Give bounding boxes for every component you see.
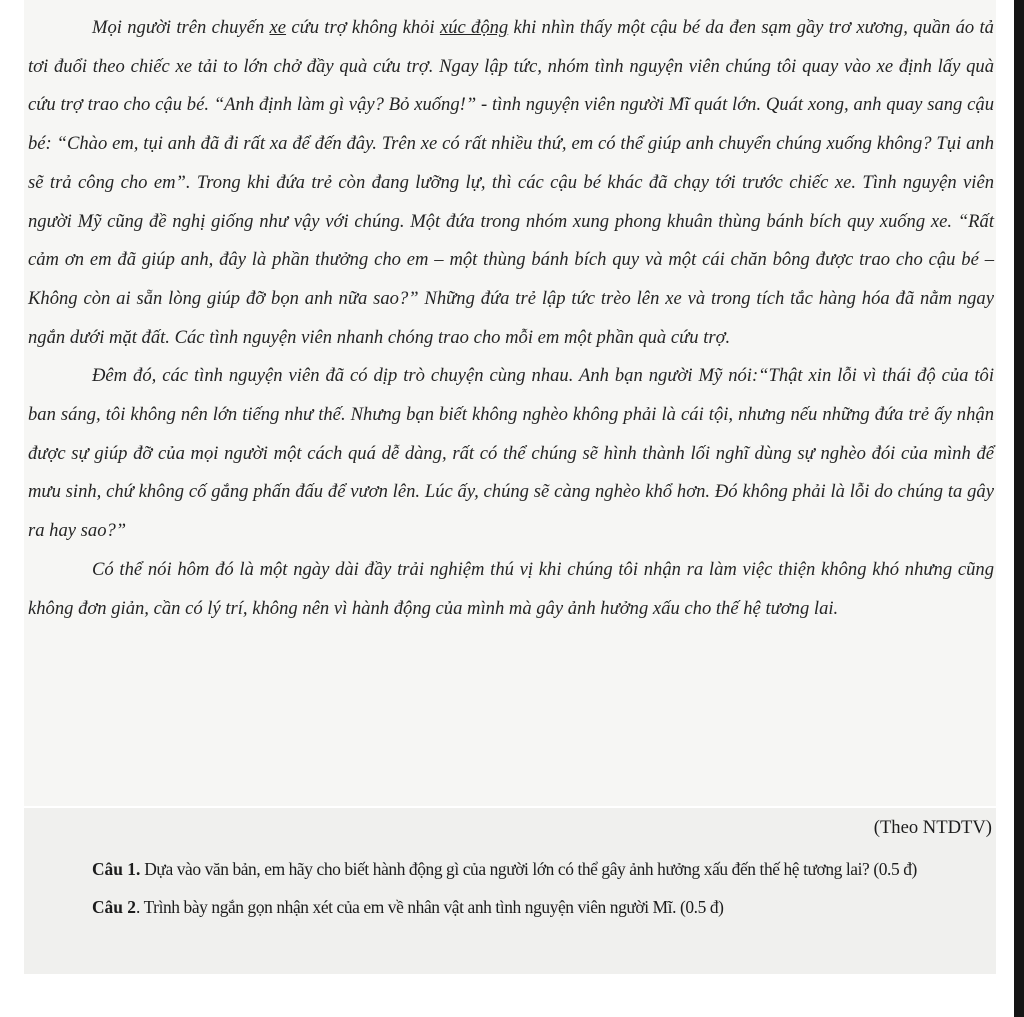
paragraph-1-text: Mọi người trên chuyến [92, 17, 270, 38]
paragraph-2: Đêm đó, các tình nguyện viên đã có dịp trò chuyện cùng nhau. Anh bạn người Mỹ nói:“Thật xin lỗi vì thái độ của tôi ban sáng, tôi không nên lớn tiếng như thế. Nhưng bạn biết không nghèo không phải là cái tội, nhưng nếu những đứa trẻ ấy nhận được sự giúp đỡ của mọi người một cách quá dễ dàng, rất có thể chúng sẽ hình thành lối nghĩ dùng sự nghèo đói của mình để mưu sinh, chứ không cố gắng phấn đấu để vươn lên. Lúc ấy, chúng sẽ càng nghèo khổ hơn. Đó không phải là lỗi do chúng ta gây ra hay sao?” [28, 365, 994, 542]
paragraph-1 [28, 9, 994, 357]
question-2 [28, 888, 994, 926]
right-border [1014, 0, 1024, 1017]
question-1-label: Câu 1. [92, 859, 141, 879]
source-citation: (Theo NTDTV) [873, 817, 992, 838]
underlined-phrase: xúc động [439, 17, 509, 38]
question-2-label: Câu 2 [92, 897, 136, 917]
paragraph-1-text: cứu trợ không khỏi [286, 17, 440, 38]
passage [28, 9, 994, 628]
underlined-word: xe [269, 17, 287, 38]
paragraph-1-text: khi nhìn thấy một cậu bé da đen sạm gầy trơ xương, quần áo tả tơi đuổi theo chiếc xe tải to lớn chở đầy quà cứu trợ. Ngay lập tức, nhóm tình nguyện viên chúng tôi quay vào xe định lấy quà cứu trợ trao cho cậu bé. “Anh định làm gì vậy? Bỏ xuống!” - tình nguyện viên người Mĩ quát lớn. Quát xong, anh quay sang cậu bé: “Chào em, tụi anh đã đi rất xa để đến đây. Trên xe có rất nhiều thứ, em có thể giúp anh chuyển chúng xuống không? Tụi anh sẽ trả công cho em”. Trong khi đứa trẻ còn đang lưỡng lự, thì các cậu bé khác đã chạy tới trước chiếc xe. Tình nguyện viên người Mỹ cũng đề nghị giống như vậy với chúng. Một đứa trong nhóm xung phong khuân thùng bánh bích quy xuống xe. “Rất cảm ơn em đã giúp anh, đây là phần thưởng cho em – một thùng bánh bích quy và một cái chăn bông được trao cho cậu bé – Không còn ai sẵn lòng giúp đỡ bọn anh nữa sao?” Những đứa trẻ lập tức trèo lên xe và trong tích tắc hàng hóa đã nằm ngay ngắn dưới mặt đất. Các tình nguyện viên nhanh chóng trao cho mỗi em một phần quà cứu trợ. [28, 17, 994, 348]
question-2-text: . Trình bày ngắn gọn nhận xét của em về nhân vật anh tình nguyện viên người Mĩ. (0.5 đ) [135, 897, 724, 917]
paragraph-3: Có thể nói hôm đó là một ngày dài đầy trải nghiệm thú vị khi chúng tôi nhận ra làm việc thiện không khó nhưng cũng không đơn giản, cần có lý trí, không nên vì hành động của mình mà gây ảnh hưởng xấu cho thế hệ tương lai. [28, 558, 994, 619]
question-1-text: Dựa vào văn bản, em hãy cho biết hành động gì của người lớn có thể gây ảnh hưởng xấu đến thế hệ tương lai? (0.5 đ) [140, 859, 917, 879]
question-1 [28, 850, 994, 888]
questions-list [28, 850, 994, 926]
